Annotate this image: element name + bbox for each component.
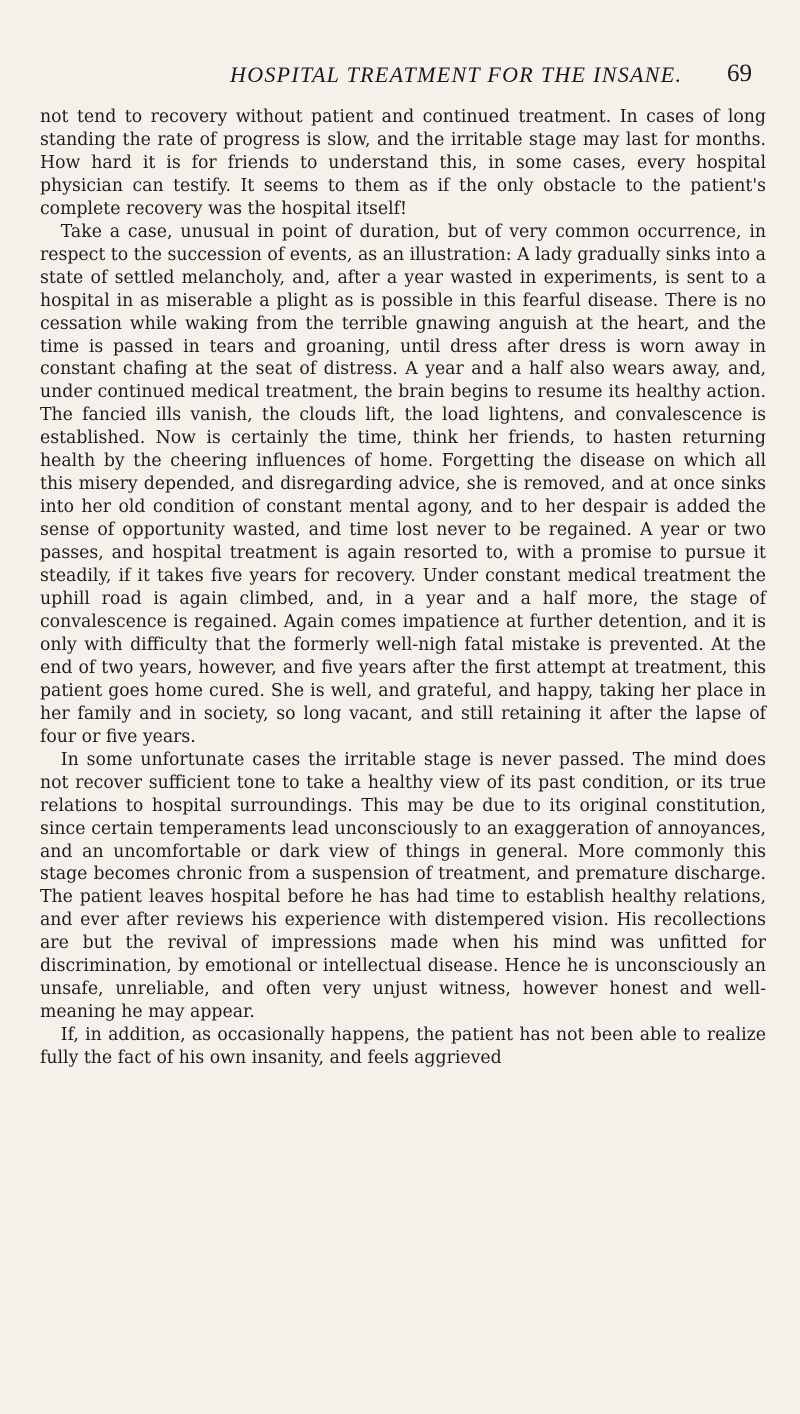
page-number: 69 [727,60,752,87]
paragraph-1: not tend to recovery without patient and continued treatment. In cases of long standing the rate of progress is slow, and the irritable stage may last for months. How hard it is for friends to understand this, in some cases, every hospital physician can testify. It seems to them as if the only obstacle to the patient's complete recovery was the hospital itself! [40,107,766,219]
running-head: HOSPITAL TREATMENT FOR THE INSANE. [230,62,683,87]
paragraph-2: Take a case, unusual in point of duration, but of very common occurrence, in respect to the succession of events, as an illustration: A lady gradually sinks into a state of settled melancholy, and, after a year wasted in experiments, is sent to a hospital in as miserable a plight as is possible in this fearful disease. There is no cessation while waking from the terrible gnawing anguish at the heart, and the time is passed in tears and groaning, until dress after dress is worn away in constant chafing at the seat of distress. A year and a half also wears away, and, under continued medical treatment, the brain begins to resume its healthy action. The fancied ills vanish, the clouds lift, the load lightens, and convalescence is established. Now is certainly the time, think her friends, to hasten returning health by the cheering influences of home. Forgetting the disease on which all this misery depended, and disregarding advice, she is removed, and at once sinks into her old condition of constant mental agony, and to her despair is added the sense of opportunity wasted, and time lost never to be regained. A year or two passes, and hospital treatment is again resorted to, with a promise to pursue it steadily, if it takes five years for recovery. Under constant medical treatment the uphill road is again climbed, and, in a year and a half more, the stage of convalescence is regained. Again comes impatience at further detention, and it is only with difficulty that the formerly well-nigh fatal mistake is prevented. At the end of two years, however, and five years after the first attempt at treatment, this patient goes home cured. She is well, and grateful, and happy, taking her place in her family and in society, so long vacant, and still retaining it after the lapse of four or five years. [40,221,766,747]
page-header [0,60,800,90]
body-text [40,106,766,1070]
paragraph-4: If, in addition, as occasionally happens, the patient has not been able to realize fully the fact of his own insanity, and feels aggrieved [40,1025,766,1069]
paragraph-3: In some unfortunate cases the irritable stage is never passed. The mind does not recover sufficient tone to take a healthy view of its past condition, or its true relations to hospital surroundings. This may be due to its original constitution, since certain temperaments lead unconsciously to an exaggeration of annoyances, and an uncomfortable or dark view of things in general. More commonly this stage becomes chronic from a suspension of treatment, and premature discharge. The patient leaves hospital before he has had time to establish healthy relations, and ever after reviews his experience with distempered vision. His recollections are but the revival of impressions made when his mind was unfitted for discrimination, by emotional or intellectual disease. Hence he is unconsciously an unsafe, unreliable, and often very unjust witness, however honest and well-meaning he may appear. [40,749,766,1023]
